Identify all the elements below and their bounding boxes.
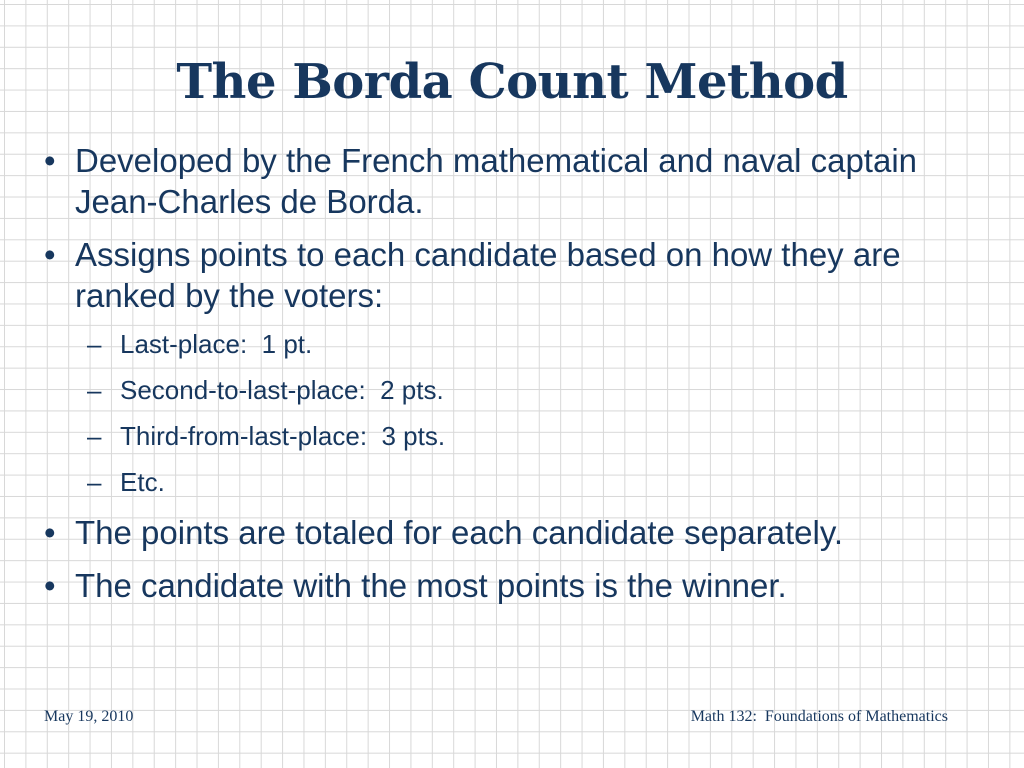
sub-bullet-text: Third-from-last-place: 3 pts. — [120, 421, 446, 451]
bullet-marker: • — [44, 142, 56, 179]
sub-bullet-text: Last-place: 1 pt. — [120, 329, 313, 359]
bullet-text: Developed by the French mathematical and naval captain Jean-Charles de Borda. — [75, 142, 917, 220]
sub-bullet-item — [75, 418, 974, 454]
sub-bullet-marker: – — [87, 421, 102, 451]
sub-bullet-text: Second-to-last-place: 2 pts. — [120, 375, 444, 405]
footer-date: May 19, 2010 — [44, 708, 134, 725]
footer-course-name: Math 132: Foundations of Mathematics — [690, 708, 948, 725]
bullet-text: The candidate with the most points is the winner. — [75, 567, 787, 604]
bullet-list — [44, 140, 974, 618]
bullet-item — [44, 512, 974, 553]
sub-bullet-text: Etc. — [120, 467, 165, 497]
sub-bullet-item — [75, 326, 974, 362]
bullet-marker: • — [44, 236, 56, 273]
sub-bullet-marker: – — [87, 467, 102, 497]
bullet-item — [44, 140, 974, 222]
sub-bullet-marker: – — [87, 329, 102, 359]
bullet-item — [44, 234, 974, 500]
bullet-marker: • — [44, 514, 56, 551]
bullet-marker: • — [44, 567, 56, 604]
bullet-text: Assigns points to each candidate based on how they are ranked by the voters: — [75, 236, 901, 314]
sub-bullet-item — [75, 464, 974, 500]
sub-bullet-marker: – — [87, 375, 102, 405]
bullet-item — [44, 565, 974, 606]
sub-bullet-item — [75, 372, 974, 408]
bullet-text: The points are totaled for each candidate separately. — [75, 514, 844, 551]
slide-title: The Borda Count Method — [176, 54, 848, 110]
sub-bullet-list — [75, 326, 974, 500]
